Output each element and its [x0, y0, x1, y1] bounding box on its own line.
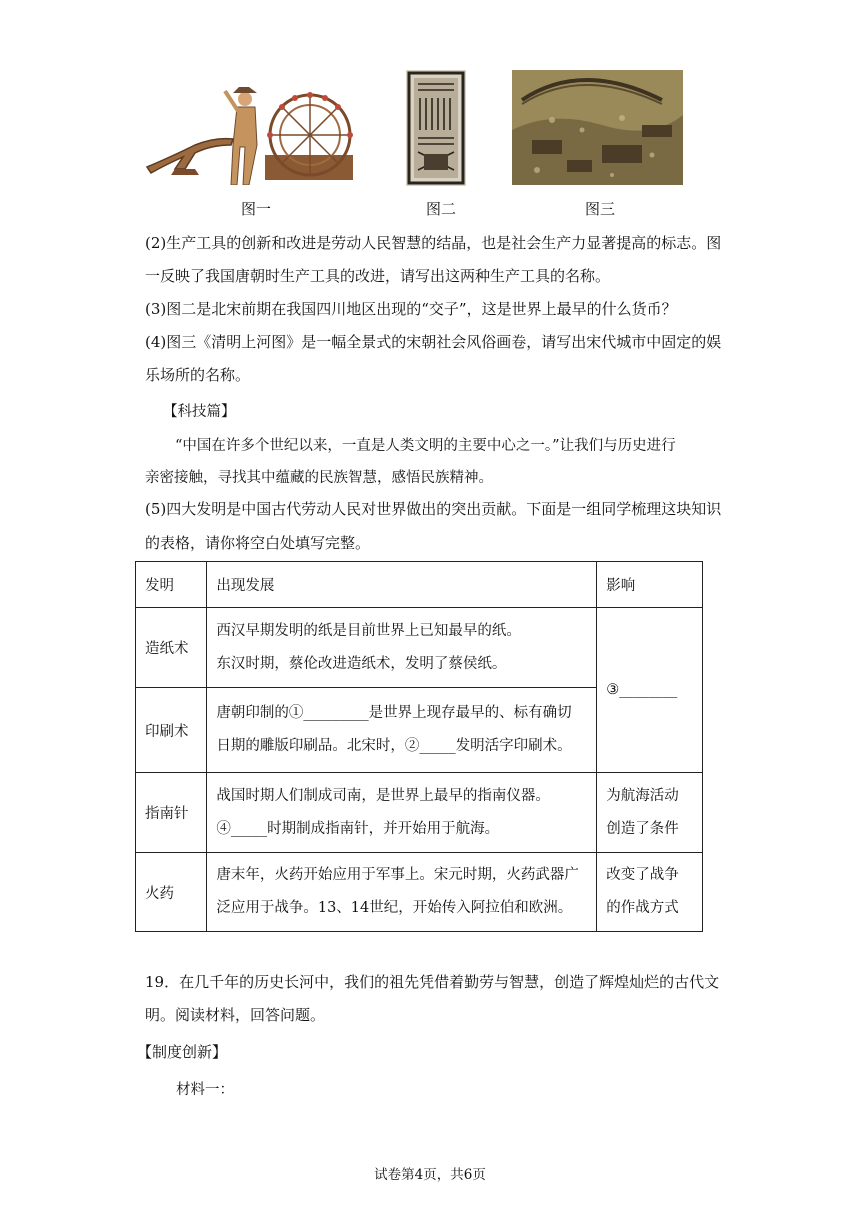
- inventions-table: [135, 561, 703, 932]
- question-19-line1: 19．在几千年的历史长河中，我们的祖先凭借着勤劳与智慧，创造了辉煌灿烂的古代文: [145, 973, 720, 991]
- invention-name: 印刷术: [136, 688, 207, 773]
- table-header: 影响: [597, 562, 703, 608]
- question-5-line2: 的表格，请你将空白处填写完整。: [145, 534, 371, 552]
- question-4-line2: 乐场所的名称。: [145, 366, 251, 384]
- page-footer: 试卷第4页，共6页: [374, 1167, 486, 1183]
- invention-name: 火药: [136, 853, 207, 932]
- invention-development: 战国时期人们制成司南，是世界上最早的指南仪器。 ④_____时期制成指南针，并开始用于航海。: [207, 773, 597, 853]
- table-header-row: [136, 562, 703, 608]
- tech-quote-line1: “中国在许多个世纪以来，一直是人类文明的主要中心之一。”让我们与历史进行: [175, 438, 676, 454]
- question-4-line1: (4)图三《清明上河图》是一幅全景式的宋朝社会风俗画卷，请写出宋代城市中固定的娱: [145, 333, 722, 351]
- question-2-line1: (2)生产工具的创新和改进是劳动人民智慧的结晶，也是社会生产力显著提高的标志。图: [145, 234, 722, 252]
- invention-impact-blank: ③________: [597, 608, 703, 773]
- question-3: (3)图二是北宋前期在我国四川地区出现的“交子”，这是世界上最早的什么货币？: [145, 300, 677, 318]
- invention-name: 指南针: [136, 773, 207, 853]
- invention-name: 造纸术: [136, 608, 207, 688]
- figure2-caption: 图二: [425, 200, 456, 218]
- invention-development: 唐朝印制的①_________是世界上现存最早的、标有确切 日期的雕版印刷品。北宋时，②_____发明活字印刷术。: [207, 688, 597, 773]
- table-header: 出现发展: [207, 562, 597, 608]
- figure-qingming-painting: [512, 70, 683, 185]
- figure-jiaozi-note: [406, 70, 466, 186]
- figure3-caption: 图三: [584, 200, 615, 218]
- invention-impact: 改变了战争 的作战方式: [597, 853, 703, 932]
- question-2-line2: 一反映了我国唐朝时生产工具的改进，请写出这两种生产工具的名称。: [145, 267, 611, 285]
- question-19-line2: 明。阅读材料，回答问题。: [145, 1006, 326, 1024]
- material-1-label: 材料一：: [176, 1082, 234, 1098]
- tech-quote-line2: 亲密接触，寻找其中蕴藏的民族智慧，感悟民族精神。: [145, 470, 493, 486]
- question-5-line1: (5)四大发明是中国古代劳动人民对世界做出的突出贡献。下面是一组同学梳理这块知识: [145, 500, 722, 518]
- figure-plough-waterwheel: [145, 85, 355, 185]
- table-header: 发明: [136, 562, 207, 608]
- table-row: [136, 773, 703, 853]
- section-system-heading: 【制度创新】: [137, 1043, 228, 1061]
- invention-impact: 为航海活动 创造了条件: [597, 773, 703, 853]
- table-row: [136, 853, 703, 932]
- table-row: [136, 608, 703, 688]
- section-tech-heading: 【科技篇】: [163, 404, 236, 420]
- figure1-caption: 图一: [240, 200, 271, 218]
- invention-development: 唐末年，火药开始应用于军事上。宋元时期，火药武器广 泛应用于战争。13、14世纪，开始传入阿拉伯和欧洲。: [207, 853, 597, 932]
- invention-development: 西汉早期发明的纸是目前世界上已知最早的纸。 东汉时期，蔡伦改进造纸术，发明了蔡侯纸。: [207, 608, 597, 688]
